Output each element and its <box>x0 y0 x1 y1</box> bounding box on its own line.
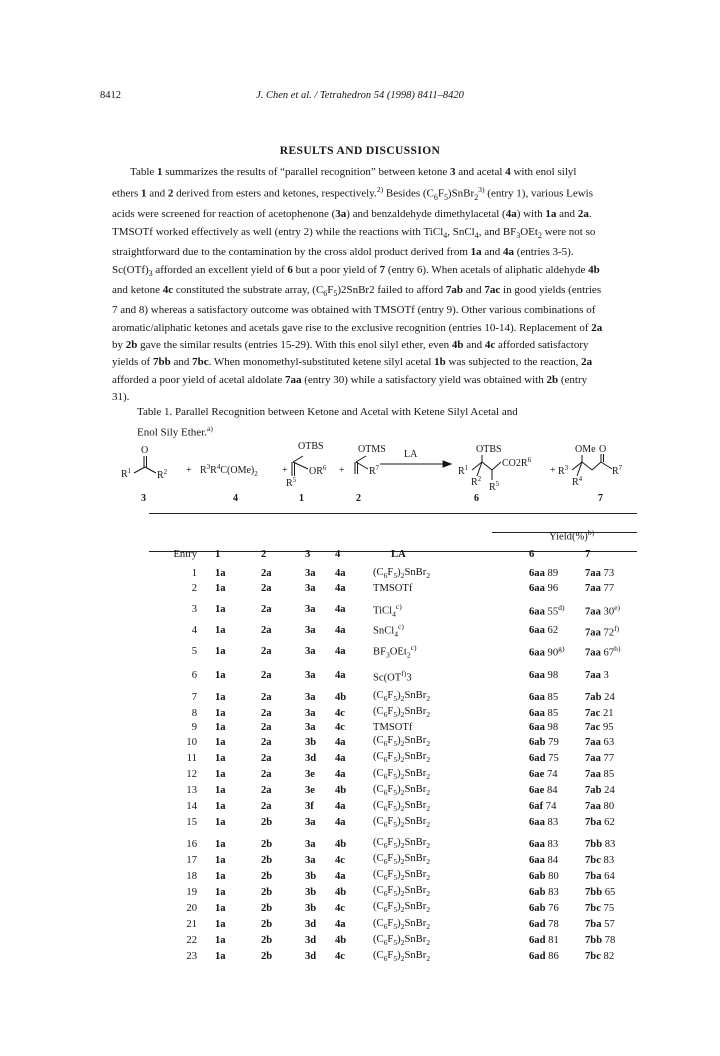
yield-7-cell: 7aa 3 <box>585 669 609 681</box>
reagent-2-cell: 2a <box>261 785 272 797</box>
label-7: 7 <box>598 493 603 504</box>
paragraph-line: straightforward due to the contamination by the cross aldol product derived from 1a and 4a (entries 3-5). <box>112 246 574 259</box>
reagent-2-cell: 2a <box>261 645 272 657</box>
table-row <box>149 582 637 595</box>
lewis-acid-cell: TMSOTf <box>373 582 413 594</box>
ketone-3-cell: 3a <box>305 669 316 681</box>
reagent-2-cell: 2a <box>261 707 272 719</box>
table-row <box>149 852 637 868</box>
entry-cell: 1 <box>191 568 197 580</box>
lewis-acid-cell: TiCl$_4^{c)}$ <box>373 601 402 619</box>
yield-7-cell: 7aa 85 <box>585 769 615 781</box>
lewis-acid-cell: $(C_6F_5)_2SnBr_2$ <box>373 815 431 829</box>
acetal-4-cell: 4a <box>335 919 346 931</box>
yield-6-cell: 6aa 89 <box>529 568 559 580</box>
reagent-1-cell: 1a <box>215 736 226 748</box>
acetal-4-cell: 4c <box>335 707 345 719</box>
yield-6-cell: 6ab 79 <box>529 736 559 748</box>
lewis-acid-cell: $(C_6F_5)_2SnBr_2$ <box>373 949 431 963</box>
r7-group: $R^7$ <box>612 464 623 477</box>
reagent-1-cell: 1a <box>215 801 226 813</box>
ketone-3-cell: 3a <box>305 691 316 703</box>
table-row <box>149 641 637 662</box>
table-row <box>149 949 637 965</box>
yield-7-cell: 7aa 77 <box>585 752 615 764</box>
r3-group: $R^3$ <box>558 464 569 477</box>
reagent-1-cell: 1a <box>215 854 226 866</box>
table-row <box>149 750 637 766</box>
ketone-product-structure <box>572 454 612 476</box>
paragraph-line: 31). <box>112 390 130 403</box>
yield-6-cell: 6aa 85 <box>529 691 559 703</box>
acetal-4-cell: 4a <box>335 769 346 781</box>
yield-7-cell: 7ba 64 <box>585 870 615 882</box>
yield-7-cell: 7ac 21 <box>585 707 614 719</box>
reagent-1-cell: 1a <box>215 886 226 898</box>
reagent-2-cell: 2a <box>261 568 272 580</box>
reagent-1-cell: 1a <box>215 625 226 637</box>
reagent-2-cell: 2a <box>261 625 272 637</box>
ketone-structure <box>134 456 156 473</box>
paragraph-line: 7 and 8) whereas a satisfactory outcome was obtained with TMSOTf (entry 9). Other various combinations of <box>112 304 596 317</box>
otms-group: OTMS <box>358 444 386 455</box>
table-row <box>149 868 637 884</box>
col-header-7: 7 <box>585 549 591 561</box>
caption-line-1: Table 1. Parallel Recognition between Ketone and Acetal with Ketene Silyl Acetal and <box>137 406 518 418</box>
yield-7-cell: 7aa 72$^{f)}$ <box>585 623 620 639</box>
ketone-3-cell: 3a <box>305 568 316 580</box>
reagent-2-cell: 2b <box>261 935 273 947</box>
entry-cell: 7 <box>191 691 197 703</box>
ketone-3-cell: 3b <box>305 870 317 882</box>
yield-7-cell: 7ab 24 <box>585 691 615 703</box>
entry-cell: 6 <box>191 669 197 681</box>
reagent-1-cell: 1a <box>215 769 226 781</box>
table-body <box>149 566 637 965</box>
running-head: J. Chen et al. / Tetrahedron 54 (1998) 8411–8420 <box>256 90 464 101</box>
yield-6-cell: 6ab 83 <box>529 886 559 898</box>
reagent-2-cell: 2b <box>261 870 273 882</box>
acetal-4-cell: 4c <box>335 951 345 963</box>
paragraph-line: by 2b gave the similar results (entries 15-29). With this enol silyl ether, even 4b and 4c afforded satisfactory <box>112 339 589 352</box>
lewis-acid-cell: $(C_6F_5)_2SnBr_2$ <box>373 706 431 720</box>
reagent-1-cell: 1a <box>215 722 226 734</box>
ketone-3-cell: 3b <box>305 736 317 748</box>
ketone-oxygen: O <box>599 444 607 455</box>
yield-6-cell: 6ae 74 <box>529 769 558 781</box>
table-row <box>149 705 637 721</box>
yield-7-cell: 7bb 78 <box>585 935 616 947</box>
entry-cell: 23 <box>186 951 197 963</box>
reagent-2-cell: 2b <box>261 838 273 850</box>
acetal-4-cell: 4b <box>335 785 347 797</box>
reagent-2-cell: 2b <box>261 817 273 829</box>
yield-6-cell: 6ad 75 <box>529 752 559 764</box>
acetal-4-cell: 4a <box>335 870 346 882</box>
table-row <box>149 721 637 734</box>
entry-cell: 8 <box>191 707 197 719</box>
arrow-label: LA <box>404 449 418 460</box>
table-row <box>149 799 637 815</box>
yield-7-cell: 7bb 65 <box>585 886 616 898</box>
lewis-acid-cell: $(C_6F_5)_2SnBr_2$ <box>373 751 431 765</box>
entry-cell: 14 <box>186 801 197 813</box>
entry-cell: 11 <box>186 752 197 764</box>
acetal-4-cell: 4b <box>335 886 347 898</box>
ketone-3-cell: 3b <box>305 886 317 898</box>
entry-cell: 16 <box>186 838 197 850</box>
lewis-acid-cell: $(C_6F_5)_2SnBr_2$ <box>373 566 431 580</box>
acetal-4-cell: 4a <box>335 736 346 748</box>
yield-6-cell: 6aa 96 <box>529 582 559 594</box>
acetal-4-cell: 4c <box>335 902 345 914</box>
reagent-2-cell: 2b <box>261 886 273 898</box>
paragraph-line: TMSOTf worked effectively as well (entry 2) while the reactions with TiCl$_4$, SnCl$_4$, and $BF_3OEt_2$ were not so <box>112 225 596 240</box>
yield-6-cell: 6af 74 <box>529 801 557 813</box>
ketone-3-cell: 3a <box>305 625 316 637</box>
acetal-4-cell: 4a <box>335 801 346 813</box>
lewis-acid-cell: $(C_6F_5)_2SnBr_2$ <box>373 799 431 813</box>
reagent-1-cell: 1a <box>215 645 226 657</box>
reagent-1-cell: 1a <box>215 669 226 681</box>
entry-cell: 20 <box>186 902 197 914</box>
paragraph-line: afforded a poor yield of acetal aldolate 7aa (entry 30) while a satisfactory yield was obtained with 2b (entry <box>112 373 588 386</box>
entry-cell: 19 <box>186 886 197 898</box>
ketone-oxygen: O <box>141 445 149 456</box>
ketone-3-cell: 3d <box>305 935 317 947</box>
yield-7-cell: 7aa 67$^{h)}$ <box>585 644 621 659</box>
ketone-3-cell: 3a <box>305 722 316 734</box>
reagent-1-cell: 1a <box>215 691 226 703</box>
r5-group: $R^5$ <box>286 476 297 489</box>
results-table <box>149 526 637 965</box>
label-4: 4 <box>233 493 238 504</box>
paragraph-line: ethers 1 and 2 derived from esters and ketones, respectively.$^{2)}$ Besides $(C_6F_5)SnBr_2^{3)}$ (entry 1), various Lewis <box>112 185 593 203</box>
r5-group: $R^5$ <box>489 480 500 493</box>
ketone-3-cell: 3a <box>305 582 316 594</box>
or6-group: $OR^6$ <box>309 464 327 477</box>
lewis-acid-cell: $(C_6F_5)_2SnBr_2$ <box>373 901 431 915</box>
table-row <box>149 689 637 705</box>
reagent-1-cell: 1a <box>215 604 226 616</box>
yield-6-cell: 6ab 80 <box>529 870 559 882</box>
ketone-3-cell: 3e <box>305 769 315 781</box>
acetal-4-cell: 4c <box>335 722 345 734</box>
reagent-2-cell: 2b <box>261 854 273 866</box>
entry-cell: 10 <box>186 736 197 748</box>
reagent-1-cell: 1a <box>215 870 226 882</box>
ketone-3-cell: 3a <box>305 645 316 657</box>
reagent-1-cell: 1a <box>215 817 226 829</box>
yield-7-cell: 7aa 63 <box>585 736 615 748</box>
reagent-1-cell: 1a <box>215 707 226 719</box>
reagent-2-cell: 2b <box>261 902 273 914</box>
reagent-1-cell: 1a <box>215 951 226 963</box>
reagent-2-cell: 2a <box>261 801 272 813</box>
yield-6-cell: 6aa 55$^{d)}$ <box>529 603 565 618</box>
ketone-3-cell: 3f <box>305 801 314 813</box>
reagent-1-cell: 1a <box>215 902 226 914</box>
acetal-4-cell: 4a <box>335 568 346 580</box>
col-header-3: 3 <box>305 549 311 561</box>
table-row <box>149 734 637 750</box>
table-caption <box>137 404 657 441</box>
label-6: 6 <box>474 493 479 504</box>
caption-line-2: Enol Sily Ether.$^{a)}$ <box>137 423 213 439</box>
table-row <box>149 620 637 641</box>
col-header-la: LA <box>391 549 406 561</box>
reagent-1-cell: 1a <box>215 935 226 947</box>
lewis-acid-cell: $(C_6F_5)_2SnBr_2$ <box>373 885 431 899</box>
entry-cell: 5 <box>191 645 197 657</box>
entry-cell: 15 <box>186 817 197 829</box>
paragraph-line: acids were screened for reaction of acetophenone (3a) and benzaldehyde dimethylacetal (4a) with 1a and 2a. <box>112 208 592 221</box>
lewis-acid-cell: $(C_6F_5)_2SnBr_2$ <box>373 783 431 797</box>
ketone-3-cell: 3e <box>305 785 315 797</box>
yield-7-cell: 7bb 83 <box>585 838 616 850</box>
lewis-acid-cell: TMSOTf <box>373 722 413 734</box>
acetal-4-cell: 4c <box>335 854 345 866</box>
otbs-group: OTBS <box>476 444 502 455</box>
reagent-1-cell: 1a <box>215 752 226 764</box>
ketone-3-cell: 3a <box>305 838 316 850</box>
paragraph-line: aromatic/aliphatic ketones and acetals gave rise to the exclusive recognition (entries 10-14). Replacement of 2a <box>112 321 603 334</box>
plus-sign: + <box>339 465 345 476</box>
lewis-acid-cell: $(C_6F_5)_2SnBr_2$ <box>373 767 431 781</box>
reagent-2-cell: 2b <box>261 919 273 931</box>
ketone-3-cell: 3a <box>305 854 316 866</box>
lewis-acid-cell: $(C_6F_5)_2SnBr_2$ <box>373 853 431 867</box>
reaction-scheme <box>120 438 640 510</box>
reagent-1-cell: 1a <box>215 582 226 594</box>
acetal-4-cell: 4b <box>335 838 347 850</box>
r2-group: $R^2$ <box>471 475 482 488</box>
entry-cell: 22 <box>186 935 197 947</box>
page-number: 8412 <box>100 90 121 101</box>
yield-6-cell: 6ae 84 <box>529 785 558 797</box>
entry-cell: 21 <box>186 919 197 931</box>
yield-6-cell: 6aa 85 <box>529 707 559 719</box>
reagent-2-cell: 2b <box>261 951 273 963</box>
reagent-2-cell: 2a <box>261 736 272 748</box>
yield-6-cell: 6aa 98 <box>529 722 559 734</box>
yield-7-cell: 7ba 57 <box>585 919 615 931</box>
yield-7-cell: 7aa 80 <box>585 801 615 813</box>
entry-cell: 2 <box>191 582 197 594</box>
label-2: 2 <box>356 493 361 504</box>
paragraph-line: yields of 7bb and 7bc. When monomethyl-substituted ketene silyl acetal 1b was subjected to the reaction, 2a <box>112 356 593 369</box>
acetal-4-cell: 4b <box>335 691 347 703</box>
ketone-3-cell: 3d <box>305 951 317 963</box>
col-header-2: 2 <box>261 549 267 561</box>
yield-6-cell: 6ad 81 <box>529 935 559 947</box>
entry-cell: 12 <box>186 769 197 781</box>
ketene-acetal-structure <box>292 456 308 476</box>
label-1: 1 <box>299 493 304 504</box>
acetal-reagent: $R^3R^4C(OMe)_2$ <box>200 463 258 478</box>
r1-group: $R^1$ <box>458 464 469 477</box>
r7-group: $R^7$ <box>369 464 380 477</box>
enol-ether-structure <box>355 456 368 474</box>
ketone-3-cell: 3d <box>305 919 317 931</box>
lewis-acid-cell: SnCl$_4^{c)}$ <box>373 622 404 639</box>
entry-cell: 4 <box>191 625 197 637</box>
lewis-acid-cell: $(C_6F_5)_2SnBr_2$ <box>373 735 431 749</box>
ketone-3-cell: 3b <box>305 902 317 914</box>
reagent-2-cell: 2a <box>261 769 272 781</box>
table-row <box>149 815 637 831</box>
table-row <box>149 836 637 852</box>
col-header-6: 6 <box>529 549 535 561</box>
r4-group: $R^4$ <box>572 475 583 488</box>
lewis-acid-cell: $BF_3OEt_2^{c)}$ <box>373 642 417 660</box>
entry-cell: 3 <box>191 604 197 616</box>
yield-6-cell: 6aa 62 <box>529 625 559 637</box>
yield-6-cell: 6ad 78 <box>529 919 559 931</box>
plus-sign: + <box>186 465 192 476</box>
reagent-2-cell: 2a <box>261 691 272 703</box>
yield-7-cell: 7aa 77 <box>585 582 615 594</box>
table-row <box>149 917 637 933</box>
reagent-2-cell: 2a <box>261 752 272 764</box>
col-header-4: 4 <box>335 549 341 561</box>
body-paragraph <box>112 164 654 406</box>
lewis-acid-cell: $(C_6F_5)_2SnBr_2$ <box>373 690 431 704</box>
entry-cell: 9 <box>191 722 197 734</box>
entry-cell: 13 <box>186 785 197 797</box>
acetal-4-cell: 4a <box>335 582 346 594</box>
yield-6-cell: 6ad 86 <box>529 951 559 963</box>
yield-7-cell: 7ac 95 <box>585 722 614 734</box>
yield-7-cell: 7ba 62 <box>585 817 615 829</box>
yield-header: Yield(%)$^{b)}$ <box>549 528 595 543</box>
acetal-4-cell: 4a <box>335 625 346 637</box>
reaction-arrow <box>380 461 451 467</box>
co2r6-group: $CO2R^6$ <box>502 456 532 469</box>
table-row <box>149 783 637 799</box>
yield-7-cell: 7ab 24 <box>585 785 615 797</box>
yield-7-cell: 7bc 82 <box>585 951 615 963</box>
lewis-acid-cell: $(C_6F_5)_2SnBr_2$ <box>373 917 431 931</box>
yield-6-cell: 6ab 76 <box>529 902 559 914</box>
table-row <box>149 600 637 621</box>
ketone-r2: $R^2$ <box>157 468 168 481</box>
reagent-2-cell: 2a <box>261 582 272 594</box>
reagent-1-cell: 1a <box>215 838 226 850</box>
acetal-4-cell: 4a <box>335 817 346 829</box>
yield-6-cell: 6aa 84 <box>529 854 559 866</box>
yield-7-cell: 7aa 30$^{e)}$ <box>585 603 621 618</box>
otbs-group: OTBS <box>298 441 324 452</box>
reagent-2-cell: 2a <box>261 604 272 616</box>
lewis-acid-cell: Sc(OT$^{f)}$3 <box>373 668 412 684</box>
table-row <box>149 566 637 582</box>
section-heading: RESULTS AND DISCUSSION <box>279 145 441 157</box>
entry-cell: 17 <box>186 854 197 866</box>
reagent-1-cell: 1a <box>215 919 226 931</box>
paragraph-line: $Sc(OTf)_3$ afforded an excellent yield of 6 but a poor yield of 7 (entry 6). When acetals of aliphatic aldehyde 4b <box>112 263 600 278</box>
acetal-4-cell: 4a <box>335 752 346 764</box>
lewis-acid-cell: $(C_6F_5)_2SnBr_2$ <box>373 836 431 851</box>
table-row <box>149 667 637 685</box>
ketone-3-cell: 3a <box>305 604 316 616</box>
acetal-4-cell: 4a <box>335 645 346 657</box>
yield-7-cell: 7bc 75 <box>585 902 615 914</box>
reagent-1-cell: 1a <box>215 568 226 580</box>
reagent-2-cell: 2a <box>261 722 272 734</box>
table-row <box>149 884 637 900</box>
paragraph-line: and ketone 4c constituted the substrate array, $(C_6F_5)2SnBr2$ failed to afford 7ab and 7ac in good yields (entries <box>112 284 602 299</box>
ome-group: OMe <box>575 444 596 455</box>
ketone-3-cell: 3a <box>305 707 316 719</box>
acetal-4-cell: 4b <box>335 935 347 947</box>
entry-cell: 18 <box>186 870 197 882</box>
yield-6-cell: 6aa 83 <box>529 838 559 850</box>
plus-sign: + <box>282 465 288 476</box>
yield-6-cell: 6aa 83 <box>529 817 559 829</box>
reagent-1-cell: 1a <box>215 785 226 797</box>
yield-7-cell: 7aa 73 <box>585 568 615 580</box>
acetal-4-cell: 4a <box>335 604 346 616</box>
table-row <box>149 767 637 783</box>
reagent-2-cell: 2a <box>261 669 272 681</box>
acetal-4-cell: 4a <box>335 669 346 681</box>
ketone-3-cell: 3a <box>305 817 316 829</box>
lewis-acid-cell: $(C_6F_5)_2SnBr_2$ <box>373 869 431 883</box>
yield-6-cell: 6aa 90$^{g)}$ <box>529 644 565 659</box>
ketone-r1: $R^1$ <box>121 467 132 480</box>
plus-sign: + <box>550 465 556 476</box>
paragraph-line: Table 1 summarizes the results of “parallel recognition” between ketone 3 and acetal 4 with enol silyl <box>130 166 577 178</box>
table-row <box>149 933 637 949</box>
yield-6-cell: 6aa 98 <box>529 669 559 681</box>
lewis-acid-cell: $(C_6F_5)_2SnBr_2$ <box>373 933 431 947</box>
col-header-1: 1 <box>215 549 221 561</box>
label-3: 3 <box>141 493 146 504</box>
table-top-rule <box>149 513 637 514</box>
col-header-entry: Entry <box>173 549 197 561</box>
table-row <box>149 900 637 916</box>
yield-7-cell: 7bc 83 <box>585 854 615 866</box>
ketone-3-cell: 3d <box>305 752 317 764</box>
